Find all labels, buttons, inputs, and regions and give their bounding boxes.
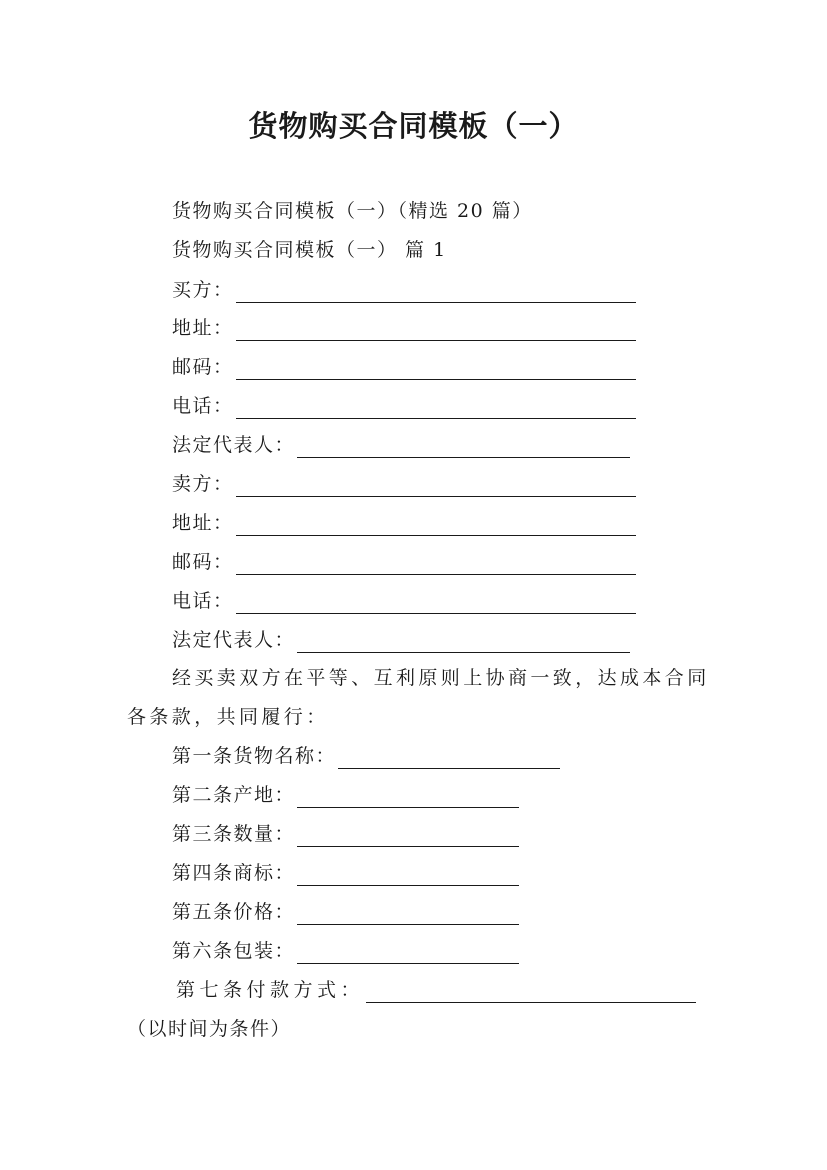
seller-address-blank[interactable] [236,515,636,536]
clause-7-label: 第七条付款方式： [176,979,365,1001]
clause-5-field [172,899,519,925]
buyer-address-label: 地址： [172,317,234,339]
clause-7-blank[interactable] [366,982,696,1003]
document-title: 货物购买合同模板（一） [248,109,579,143]
buyer-party-blank[interactable] [236,282,636,303]
clause-2-blank[interactable] [297,787,519,808]
buyer-phone-label: 电话： [172,395,234,417]
seller-phone-field [172,588,636,614]
preamble-line-2: 各条款，共同履行： [127,706,329,728]
clause-1-field [172,743,560,769]
clause-6-label: 第六条包装： [172,940,296,962]
clause-6-field [172,938,519,964]
clause-5-blank[interactable] [297,904,519,925]
clause-2-label: 第二条产地： [172,784,296,806]
seller-legal-rep-label: 法定代表人： [172,629,296,651]
clause-3-label: 第三条数量： [172,823,296,845]
clause-6-blank[interactable] [297,943,519,964]
seller-party-blank[interactable] [236,476,636,497]
seller-phone-label: 电话： [172,590,234,612]
intro-line: 货物购买合同模板（一）（精选 20 篇） [172,200,533,222]
buyer-party-label: 买方： [172,279,234,301]
seller-party-field [172,471,636,497]
clause-3-field [172,821,519,847]
buyer-phone-blank[interactable] [236,398,636,419]
seller-postcode-field [172,549,636,575]
buyer-party-field [172,277,636,303]
section-heading: 货物购买合同模板（一） 篇 1 [172,239,447,261]
clause-4-label: 第四条商标： [172,862,296,884]
buyer-postcode-field [172,354,636,380]
seller-postcode-blank[interactable] [236,554,636,575]
seller-address-field [172,510,636,536]
clause-1-label: 第一条货物名称： [172,745,337,767]
payment-note: （以时间为条件） [127,1018,292,1040]
buyer-legal-rep-blank[interactable] [297,437,630,458]
buyer-legal-rep-label: 法定代表人： [172,434,296,456]
clause-7-field [176,977,696,1003]
clause-4-blank[interactable] [297,865,519,886]
buyer-postcode-label: 邮码： [172,356,234,378]
preamble-line-1: 经买卖双方在平等、互利原则上协商一致，达成本合同 [172,667,710,689]
buyer-address-blank[interactable] [236,320,636,341]
seller-legal-rep-blank[interactable] [297,632,630,653]
clause-3-blank[interactable] [297,826,519,847]
seller-phone-blank[interactable] [236,593,636,614]
clause-4-field [172,860,519,886]
buyer-phone-field [172,393,636,419]
seller-legal-rep-field [172,627,630,653]
seller-party-label: 卖方： [172,473,234,495]
clause-1-blank[interactable] [338,748,560,769]
buyer-postcode-blank[interactable] [236,359,636,380]
seller-postcode-label: 邮码： [172,551,234,573]
buyer-address-field [172,315,636,341]
buyer-legal-rep-field [172,432,630,458]
clause-2-field [172,782,519,808]
seller-address-label: 地址： [172,512,234,534]
clause-5-label: 第五条价格： [172,901,296,923]
